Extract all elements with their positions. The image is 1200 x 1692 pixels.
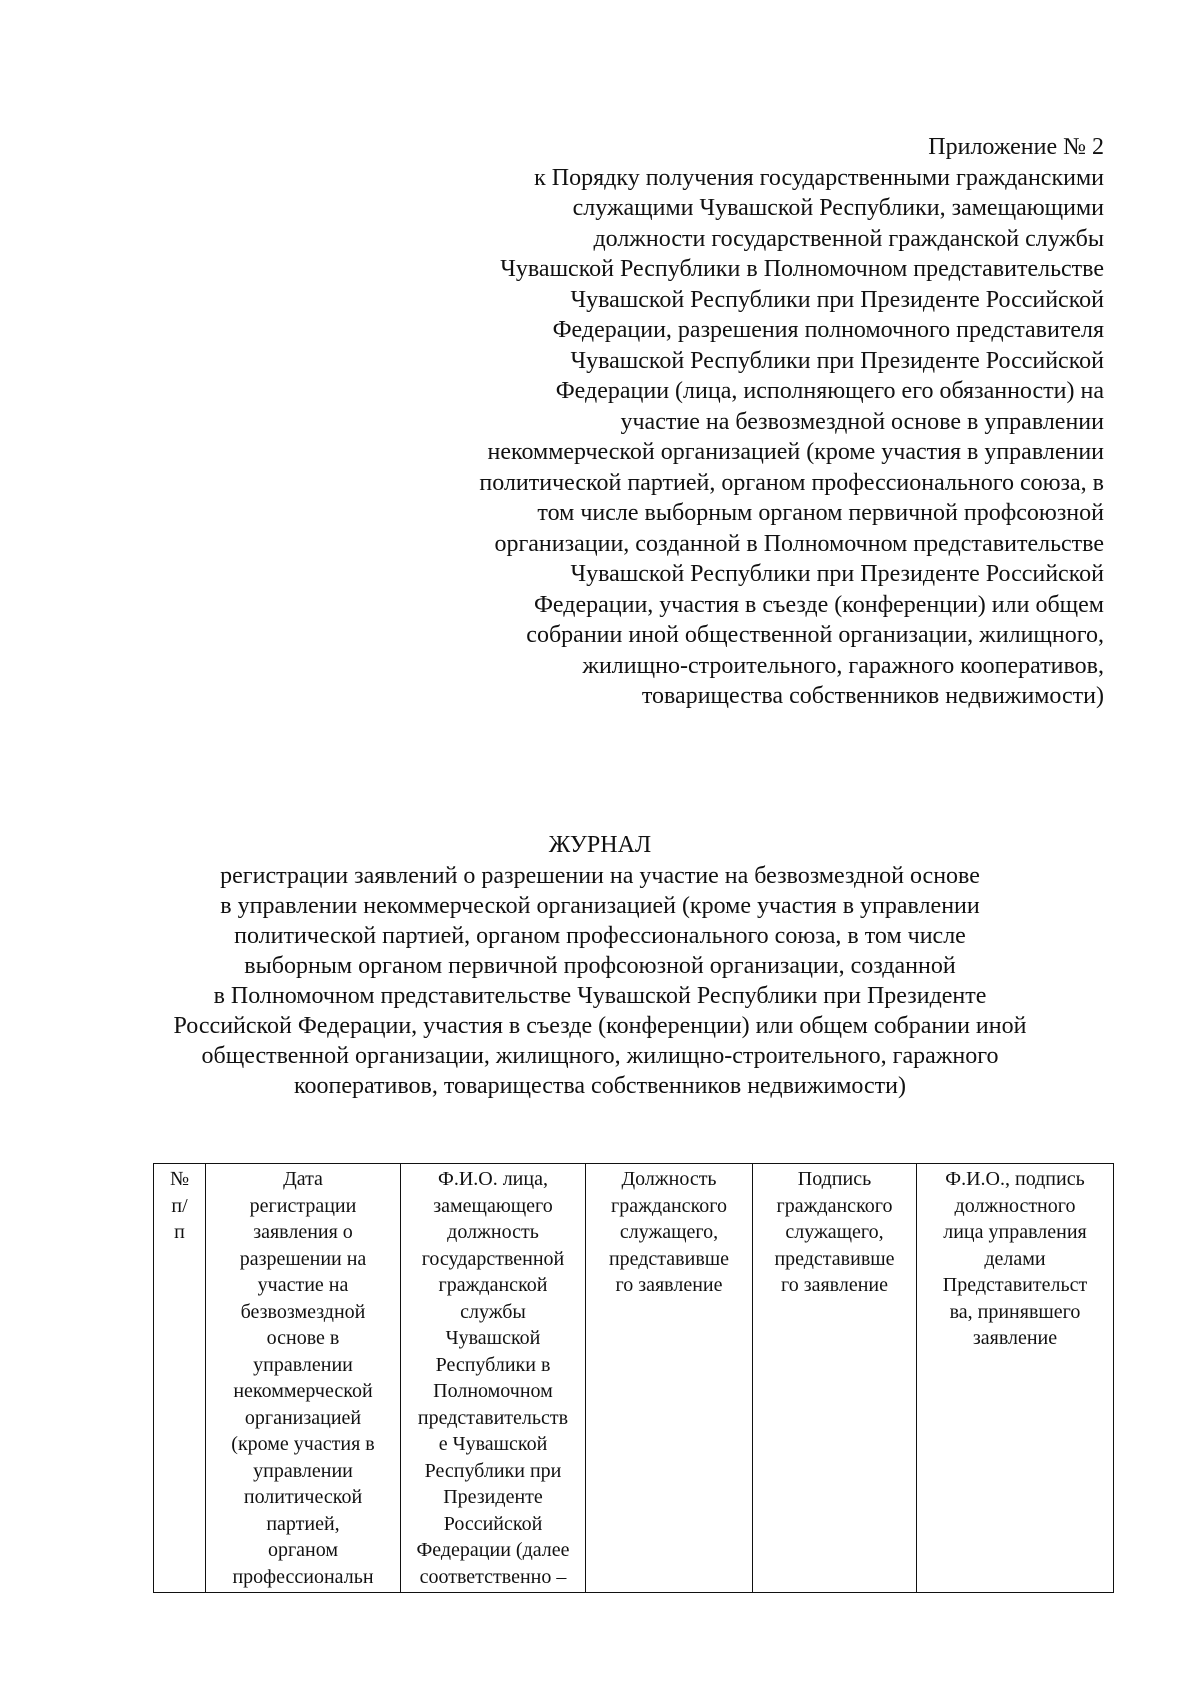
annex-line: должности государственной гражданской службы: [593, 225, 1104, 252]
header-cell-signature: Подпись гражданского служащего, представивше го заявление: [753, 1164, 917, 1593]
journal-subtitle-line: регистрации заявлений о разрешении на участие на безвозмездной основе: [220, 863, 980, 889]
annex-line: организации, созданной в Полномочном представительстве: [494, 530, 1104, 557]
header-cell-official-signature: Ф.И.О., подпись должностного лица управления делами Представительст ва, принявшего заявление: [917, 1164, 1114, 1593]
annex-line: некоммерческой организацией (кроме участия в управлении: [487, 439, 1104, 465]
annex-line: Чувашской Республики при Президенте Российской: [570, 286, 1104, 313]
annex-line: товарищества собственников недвижимости): [641, 683, 1104, 709]
annex-line: участие на безвозмездной основе в управлении: [620, 408, 1104, 435]
annex-line: политической партией, органом профессионального союза, в: [479, 469, 1104, 496]
annex-block: [384, 132, 1104, 712]
registration-table: [153, 1163, 1114, 1593]
header-cell-number: № п/ п: [154, 1164, 206, 1593]
annex-line: Федерации, разрешения полномочного представителя: [552, 317, 1104, 343]
annex-title: Приложение № 2: [928, 134, 1104, 160]
annex-line: Федерации, участия в съезде (конференции) или общем: [533, 591, 1104, 618]
annex-line: жилищно-строительного, гаражного кооперативов,: [582, 652, 1104, 679]
annex-line: Чувашской Республики в Полномочном представительстве: [500, 256, 1104, 282]
annex-line: собрании иной общественной организации, жилищного,: [526, 622, 1104, 648]
journal-heading: ЖУРНАЛ: [548, 832, 652, 858]
journal-subtitle-line: политической партией, органом профессионального союза, в том числе: [234, 923, 966, 949]
header-cell-registration-date: Дата регистрации заявления о разрешении на участие на безвозмездной основе в управлении некоммерческой организацией (кроме участия в управлении политической партией, органом профессиональн: [206, 1164, 401, 1593]
annex-line: Чувашской Республики при Президенте Российской: [570, 347, 1104, 374]
table-header-row: [154, 1164, 1114, 1593]
journal-subtitle-line: выборным органом первичной профсоюзной организации, созданной: [244, 953, 956, 979]
journal-subtitle-line: в управлении некоммерческой организацией (кроме участия в управлении: [220, 893, 980, 919]
journal-subtitle-line: Российской Федерации, участия в съезде (конференции) или общем собрании иной: [173, 1013, 1027, 1039]
journal-subtitle-line: общественной организации, жилищного, жилищно-строительного, гаражного: [201, 1043, 999, 1069]
journal-subtitle-line: в Полномочном представительстве Чувашской Республики при Президенте: [213, 983, 987, 1009]
annex-line: служащими Чувашской Республики, замещающими: [572, 195, 1104, 221]
annex-line: том числе выборным органом первичной профсоюзной: [537, 500, 1104, 526]
header-cell-position: Должность гражданского служащего, представивше го заявление: [586, 1164, 753, 1593]
annex-line: к Порядку получения государственными гражданскими: [534, 164, 1104, 191]
header-cell-applicant-name: Ф.И.О. лица, замещающего должность государственной гражданской службы Чувашской Республики в Полномочном представительств е Чувашской Республики при Президенте Российской Федерации (далее соответственно –: [401, 1164, 586, 1593]
annex-line: Чувашской Республики при Президенте Российской: [570, 561, 1104, 587]
journal-title-block: [100, 830, 1100, 1101]
annex-line: Федерации (лица, исполняющего его обязанности) на: [555, 378, 1104, 404]
journal-subtitle-line: кооперативов, товарищества собственников недвижимости): [294, 1073, 906, 1099]
